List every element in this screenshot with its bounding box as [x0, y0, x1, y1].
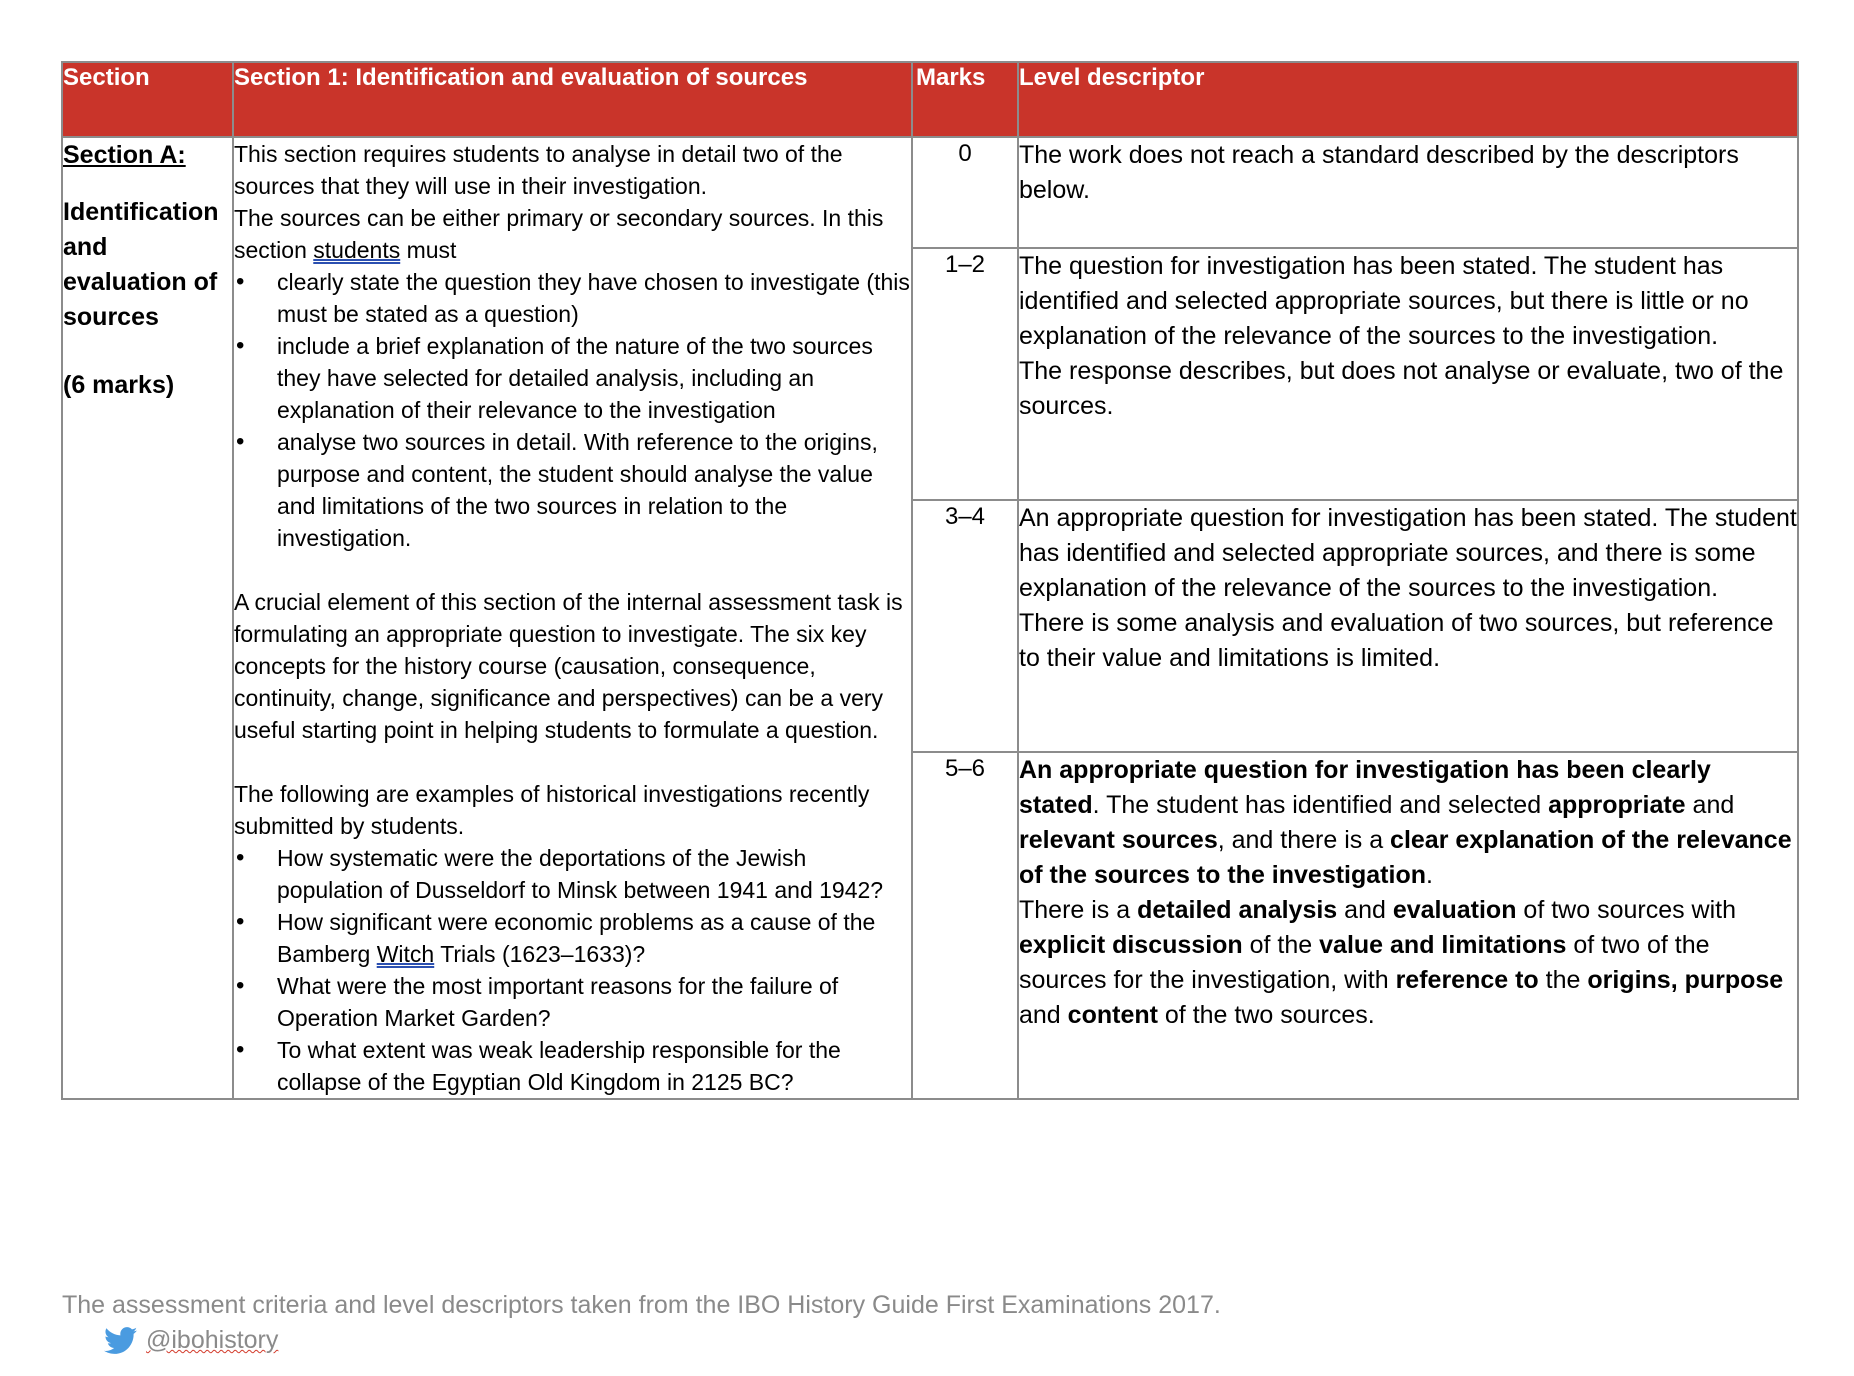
header-row: [62, 62, 1798, 137]
bold-phrase: relevant sources: [1019, 826, 1218, 854]
level-3-paragraph-2: [1019, 893, 1797, 1033]
bold-phrase: detailed analysis: [1137, 896, 1338, 924]
bold-phrase: clear explanation of the relevance of the sources to the investigation: [1019, 826, 1792, 889]
text-span: of the two sources.: [1157, 1001, 1375, 1029]
list-item: • What were the most important reasons for the failure of Operation Market Garden?: [234, 970, 911, 1034]
text-span: There is a: [1019, 896, 1138, 924]
text-span: , and there is a: [1217, 826, 1391, 854]
level-descriptor-1-2: [1018, 248, 1798, 500]
header-section-1-title: Section 1: Identification and evaluation of sources: [233, 62, 912, 137]
text-span: and: [1019, 1001, 1068, 1029]
twitter-bird-icon: [104, 1327, 138, 1355]
crucial-paragraph: A crucial element of this section of the internal assessment task is formulating an appropriate question to investigate. The six key concepts for the history course (causation, consequence, continuity, change, significance and perspectives) can be a very useful starting point in helping students to formulate a question.: [234, 589, 903, 743]
bold-phrase: appropriate: [1548, 791, 1686, 819]
header-level-descriptor: Level descriptor: [1018, 62, 1798, 137]
level-2-text-1: An appropriate question for investigation has been stated. The student has identified and selected appropriate sources, and there is some explanation of the relevance of the sources to the investigation.: [1019, 504, 1797, 602]
header-section: Section: [62, 62, 233, 137]
section-a-marks: (6 marks): [63, 371, 175, 399]
marks-1-2: 1–2: [912, 248, 1018, 500]
level-descriptor-5-6: [1018, 752, 1798, 1099]
level-0-text: The work does not reach a standard described by the descriptors below.: [1019, 141, 1739, 204]
text-span: of two of the sources for the investigation, with: [1019, 931, 1710, 994]
description-cell: [233, 137, 912, 1099]
bold-phrase: content: [1067, 1001, 1158, 1029]
section-cell: [62, 137, 233, 1099]
twitter-handle-text[interactable]: @ibohistory: [146, 1326, 279, 1354]
section-a-title: Section A:: [63, 141, 186, 169]
marks-5-6: 5–6: [912, 752, 1018, 1099]
text-span: . The student has identified and selected: [1092, 791, 1549, 819]
intro-2-end: must: [400, 237, 457, 263]
level-row-0: [62, 137, 1798, 248]
bold-phrase: An appropriate question for investigation has been clearly stated: [1019, 756, 1711, 819]
source-note: The assessment criteria and level descriptors taken from the IBO History Guide First Examinations 2017.: [62, 1291, 1221, 1319]
text-span: and: [1685, 791, 1735, 819]
level-2-text-2: There is some analysis and evaluation of two sources, but reference to their value and limitations is limited.: [1019, 609, 1774, 672]
twitter-handle[interactable]: [104, 1326, 278, 1355]
level-1-text-2: The response describes, but does not analyse or evaluate, two of the sources.: [1019, 357, 1784, 420]
list-item: [234, 906, 911, 970]
list-item: • clearly state the question they have chosen to investigate (this must be stated as a question): [234, 266, 911, 330]
text-span: .: [1426, 861, 1433, 889]
bold-phrase: evaluation: [1392, 896, 1517, 924]
intro-paragraph-1: This section requires students to analyse in detail two of the sources that they will use in their investigation.: [234, 141, 843, 199]
level-descriptor-3-4: [1018, 500, 1798, 752]
header-marks: Marks: [912, 62, 1018, 137]
text-span: of the: [1242, 931, 1320, 959]
intro-2-text: The sources can be either primary or secondary sources. In this section: [234, 205, 884, 263]
witch-link: Witch: [376, 941, 435, 967]
example-2-text: How significant were economic problems as a cause of the Bamberg: [277, 909, 876, 967]
requirements-list: [234, 266, 911, 554]
text-span: and: [1337, 896, 1393, 924]
level-1-text-1: The question for investigation has been stated. The student has identified and selected appropriate sources, but there is little or no explanation of the relevance of the sources to the investigation.: [1019, 252, 1749, 350]
marks-0: 0: [912, 137, 1018, 248]
bold-phrase: origins, purpose: [1587, 966, 1784, 994]
assessment-rubric-table: [61, 61, 1799, 1100]
examples-intro: The following are examples of historical investigations recently submitted by students.: [234, 781, 870, 839]
examples-list: [234, 842, 911, 1098]
level-3-paragraph-1: [1019, 753, 1797, 893]
marks-3-4: 3–4: [912, 500, 1018, 752]
example-2-end: Trials (1623–1633)?: [434, 941, 646, 967]
level-descriptor-0: [1018, 137, 1798, 248]
text-span: of two sources with: [1516, 896, 1737, 924]
text-span: the: [1538, 966, 1588, 994]
list-item: • To what extent was weak leadership responsible for the collapse of the Egyptian Old Kingdom in 2125 BC?: [234, 1034, 911, 1098]
section-a-subtitle: Identification and evaluation of sources: [63, 198, 219, 331]
bold-phrase: explicit discussion: [1019, 931, 1243, 959]
students-link: students: [313, 237, 401, 263]
bold-phrase: value and limitations: [1319, 931, 1567, 959]
list-item: • How systematic were the deportations of the Jewish population of Dusseldorf to Minsk between 1941 and 1942?: [234, 842, 911, 906]
bold-phrase: reference to: [1395, 966, 1539, 994]
intro-paragraph-2: [234, 202, 911, 266]
list-item: • analyse two sources in detail. With reference to the origins, purpose and content, the student should analyse the value and limitations of the two sources in relation to the investigation.: [234, 426, 911, 554]
list-item: • include a brief explanation of the nature of the two sources they have selected for detailed analysis, including an explanation of their relevance to the investigation: [234, 330, 911, 426]
